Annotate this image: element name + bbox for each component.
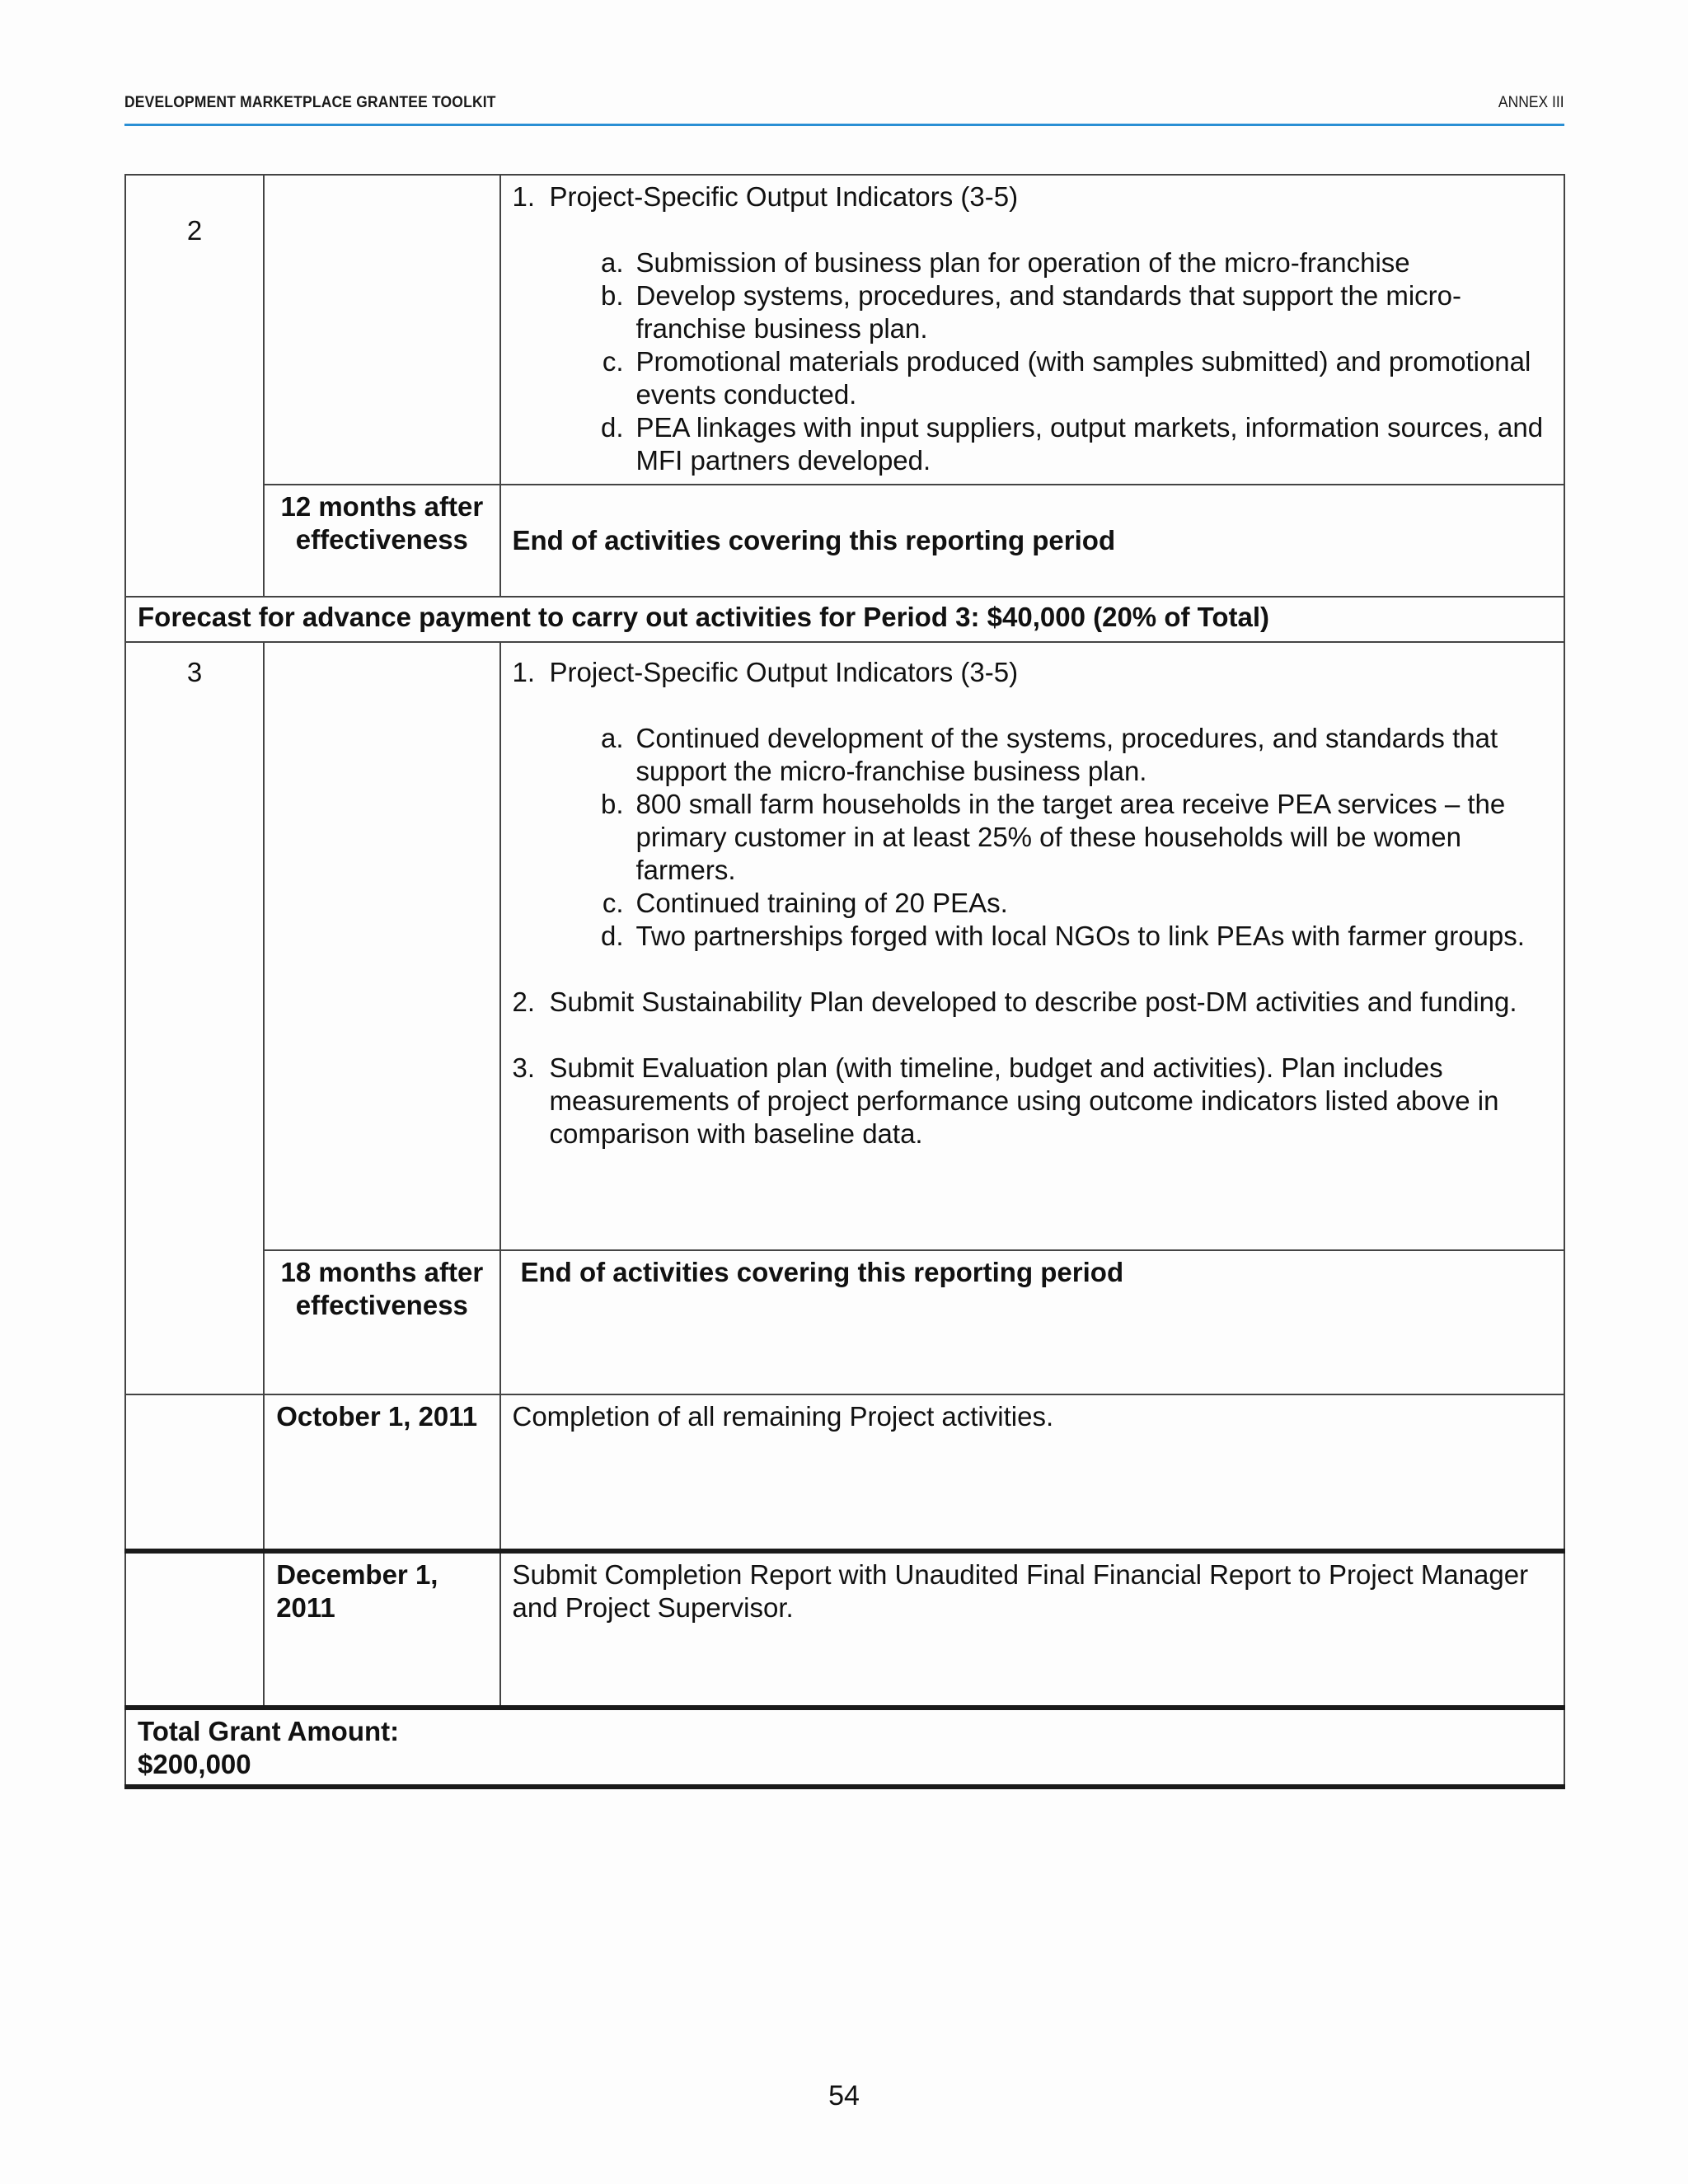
list-text: Submission of business plan for operation of the micro-franchise [635, 247, 1410, 278]
table-row [125, 1708, 1564, 1787]
list-item [513, 345, 1553, 411]
total-grant-amount: Total Grant Amount: $200,000 [125, 1708, 500, 1787]
sub-indicator-list [513, 246, 1553, 477]
table-row [125, 642, 1564, 1250]
list-marker: c. [602, 888, 624, 918]
indicator-list [513, 180, 1553, 213]
list-marker: 3. [512, 1052, 536, 1083]
list-item [513, 920, 1553, 953]
table-row [125, 175, 1564, 485]
list-item [513, 887, 1553, 920]
list-marker: b. [600, 280, 624, 311]
period-number: 3 [125, 642, 264, 1394]
list-text: Project-Specific Output Indicators (3-5) [549, 181, 1019, 212]
list-item [513, 1052, 1553, 1151]
table-row [125, 597, 1564, 642]
list-item [513, 656, 1553, 689]
list-text: Develop systems, procedures, and standards that support the micro-franchise business plan. [635, 280, 1461, 344]
due-date: 18 months after effectiveness [264, 1250, 499, 1394]
table-row [125, 1551, 1564, 1708]
list-marker: d. [600, 412, 624, 443]
due-date: December 1, 2011 [264, 1551, 499, 1708]
list-item [513, 411, 1553, 477]
empty-cell [264, 175, 499, 485]
list-text: Continued development of the systems, procedures, and standards that support the micro-franchise business plan. [635, 723, 1498, 786]
list-text: Submit Sustainability Plan developed to describe post-DM activities and funding. [549, 987, 1517, 1017]
annex-label: ANNEX III [1498, 94, 1564, 111]
deliverables-cell [500, 175, 1565, 485]
milestone-table [124, 174, 1565, 1789]
list-marker: d. [600, 921, 624, 951]
list-item [513, 722, 1553, 788]
list-item [513, 788, 1553, 887]
due-date: October 1, 2011 [264, 1394, 499, 1551]
forecast-row: Forecast for advance payment to carry out activities for Period 3: $40,000 (20% of Total) [125, 597, 1564, 642]
list-text: Continued training of 20 PEAs. [635, 888, 1008, 918]
list-text: PEA linkages with input suppliers, output markets, information sources, and MFI partners developed. [635, 412, 1544, 476]
list-item [513, 180, 1553, 213]
deliverable-text: Submit Completion Report with Unaudited Final Financial Report to Project Manager and Project Supervisor. [500, 1551, 1565, 1708]
list-text: Promotional materials produced (with samples submitted) and promotional events conducted. [635, 346, 1531, 410]
deliverable-text: End of activities covering this reporting period [500, 485, 1565, 597]
deliverable-text: Completion of all remaining Project activities. [500, 1394, 1565, 1551]
list-marker: b. [600, 789, 624, 819]
page-header [124, 94, 1564, 126]
table-row [125, 485, 1564, 597]
list-text: Two partnerships forged with local NGOs to link PEAs with farmer groups. [635, 921, 1525, 951]
list-marker: 2. [512, 987, 536, 1017]
list-text: Submit Evaluation plan (with timeline, budget and activities). Plan includes measurements of project performance using outcome indicators listed above in comparison with baseline data. [549, 1052, 1499, 1149]
document-title: DEVELOPMENT MARKETPLACE GRANTEE TOOLKIT [124, 94, 496, 111]
list-marker: a. [600, 723, 624, 753]
due-date: 12 months after effectiveness [264, 485, 499, 597]
list-text: 800 small farm households in the target area receive PEA services – the primary customer in at least 25% of these households will be women farmers. [635, 789, 1506, 885]
table-row [125, 1250, 1564, 1394]
list-marker: a. [600, 247, 624, 278]
deliverable-list [513, 1052, 1553, 1151]
empty-cell [500, 1708, 1565, 1787]
sub-indicator-list [513, 722, 1553, 953]
list-marker: c. [602, 346, 624, 377]
period-number: 2 [125, 175, 264, 597]
table-row [125, 1394, 1564, 1551]
list-item [513, 246, 1553, 279]
list-item [513, 986, 1553, 1019]
empty-cell [125, 1551, 264, 1708]
list-text: Project-Specific Output Indicators (3-5) [549, 657, 1019, 687]
deliverables-cell [500, 642, 1565, 1250]
list-marker: 1. [512, 181, 536, 212]
empty-cell [264, 642, 499, 1250]
indicator-list [513, 656, 1553, 689]
empty-cell [125, 1394, 264, 1551]
deliverable-text: End of activities covering this reporting period [500, 1250, 1565, 1394]
page-number: 54 [828, 2080, 860, 2111]
deliverable-list [513, 986, 1553, 1019]
list-marker: 1. [512, 657, 536, 687]
list-item [513, 279, 1553, 345]
